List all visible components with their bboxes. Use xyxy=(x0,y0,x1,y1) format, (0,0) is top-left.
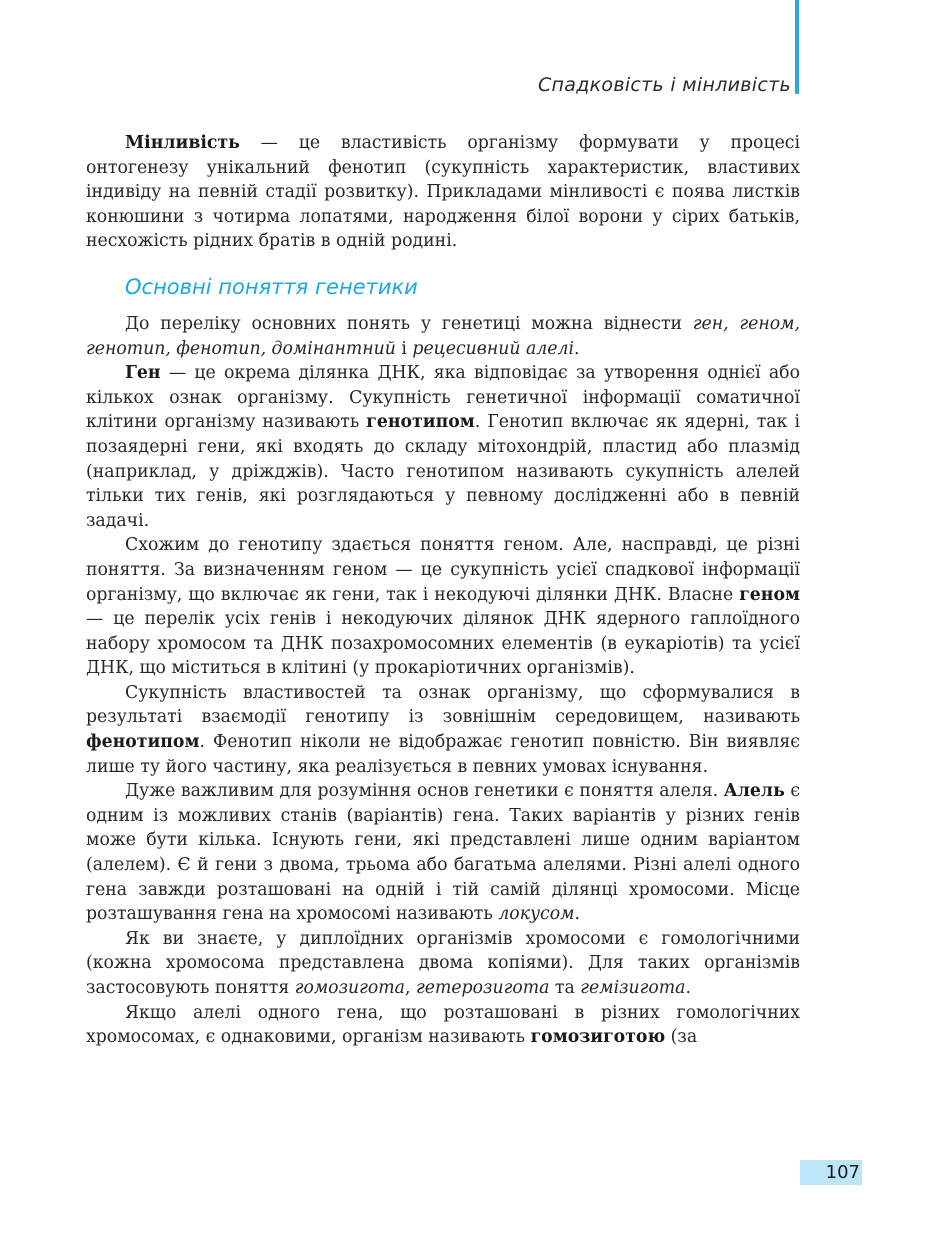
paragraph-genome: Схожим до генотипу здається поняття геном. Але, насправді, це різні поняття. За визначенням геном — це сукупність усієї спадкової інформації організму, що включає як гени, так і некодуючі ділянки ДНК. Власне геном — це перелік усіх генів і некодуючих ділянок ДНК ядерного гаплоїдного набору хромосом та ДНК позахромосомних елементів (в еукаріотів) та усієї ДНК, що міститься в клітині (у прокаріотичних організмів). xyxy=(86,535,800,679)
term-hemizygote: гемізигота xyxy=(580,978,686,998)
term-genotype: генотипом xyxy=(366,412,475,433)
running-title: Спадковість і мінливість xyxy=(537,74,791,96)
term-heterozygote: гетерозигота xyxy=(415,978,550,998)
paragraph-concepts: До переліку основних понять у генетиці можна віднести ген, геном, генотип, фенотип, домінантний і рецесивний алелі. xyxy=(86,313,800,359)
paragraph-phenotype: Сукупність властивостей та ознак організму, що сформувалися в результаті взаємодії генотипу із зовнішнім середовищем, називають фенотипом. Фенотип ніколи не відображає генотип повністю. Він виявляє лише ту його частину, яка реалізується в певних умовах існування. xyxy=(86,682,800,777)
paragraph-variability: Мінливість — це властивість організму формувати у процесі онтогенезу унікальний фенотип (сукупність характеристик, властивих індивіду на певній стадії розвитку). Прикладами мінливості є поява листків конюшини з чотирма лопатями, народження білої ворони у сірих батьків, несхожість рідних братів в одній родині. xyxy=(86,133,800,252)
term-homozygote-bold: гомозиготою xyxy=(530,1027,666,1048)
header-accent-bar xyxy=(795,0,799,94)
paragraph-homozygote: Якщо алелі одного гена, що розташовані в різних гомологічних хромосомах, є однаковими, організм називають гомозиготою (за xyxy=(86,1002,800,1048)
term-genome: геном xyxy=(739,584,800,605)
paragraph-gene: Ген — це окрема ділянка ДНК, яка відповідає за утворення однієї або кількох ознак організму. Сукупність генетичної інформації соматичної клітини організму називають генотипом. Генотип включає як ядерні, так і позаядерні гени, які входять до складу мітохондрій, пластид або плазмід (наприклад, у дріжджів). Часто генотипом називають сукупність алелей тільки тих генів, які розглядаються у певному дослідженні або в певній задачі. xyxy=(86,363,800,531)
paragraph-zygosity: Як ви знаєте, у диплоїдних організмів хромосоми є гомологічними (кожна хромосома представлена двома копіями). Для таких організмів застосовують поняття гомозигота, гетерозигота та гемізигота. xyxy=(86,928,800,998)
term-variability: Мінливість xyxy=(125,133,240,153)
term-phenotype: фенотипом xyxy=(86,732,200,753)
page-number: 107 xyxy=(800,1160,862,1185)
term-homozygote: гомозигота xyxy=(294,978,405,998)
term-locus: локусом xyxy=(498,904,575,925)
paragraph-allele: Дуже важливим для розуміння основ генетики є поняття алеля. Алель є одним із можливих станів (варіантів) гена. Таких варіантів у різних генів може бути кілька. Існують гени, які представлені лише одним варіантом (алелем). Є й гени з двома, трьома або багатьма алелями. Різні алелі одного гена завжди розташовані на одній і тій самій ділянці хромосоми. Місце розташування гена на хромосомі називають локусом. xyxy=(86,781,801,925)
page-body xyxy=(86,131,800,1050)
term-allele: Алель xyxy=(723,781,785,802)
section-heading: Основні поняття генетики xyxy=(125,274,418,299)
term-gene: Ген xyxy=(125,363,161,384)
